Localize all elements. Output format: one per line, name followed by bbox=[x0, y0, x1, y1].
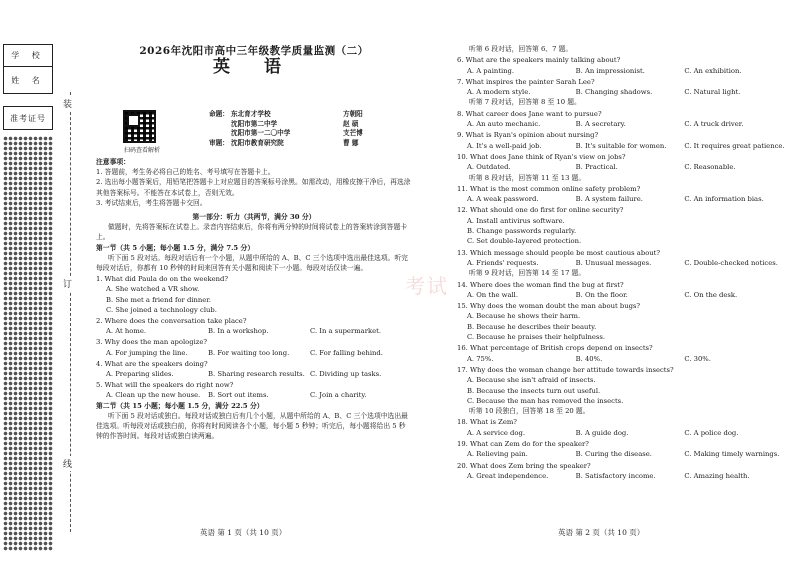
question-text: 19. What can Zem do for the speaker? bbox=[457, 439, 589, 448]
question-text: 3. Why does the man apologize? bbox=[96, 338, 207, 347]
question-item bbox=[457, 184, 793, 205]
answer-option[interactable]: B. In a workshop. bbox=[208, 327, 269, 336]
question-item bbox=[96, 380, 412, 400]
option-row bbox=[96, 348, 412, 358]
option-row bbox=[457, 141, 793, 151]
answer-option[interactable]: B. Satisfactory income. bbox=[575, 471, 656, 480]
option-row bbox=[96, 369, 412, 379]
section2-heading: 第二节（共 15 小题；每小题 1.5 分，满分 22.5 分） bbox=[96, 401, 264, 410]
question-text: 4. What are the speakers doing? bbox=[96, 359, 208, 368]
option-row bbox=[457, 290, 793, 300]
author-role: 审题： bbox=[209, 138, 229, 147]
question-item bbox=[457, 301, 793, 342]
left-column bbox=[96, 45, 412, 441]
question-text: 9. What is Ryan's opinion about nursing? bbox=[457, 131, 599, 140]
exam-id-box bbox=[3, 106, 53, 130]
question-text: 7. What inspires the painter Sarah Lee? bbox=[457, 77, 595, 86]
footer-left: 英语 第 1 页（共 10 页） bbox=[200, 528, 287, 537]
question-text: 12. What should one do first for online security? bbox=[457, 206, 624, 215]
option-row bbox=[457, 258, 793, 268]
answer-option[interactable]: B. Unusual messages. bbox=[575, 258, 652, 267]
answer-option[interactable]: C. Because he praises their helpfulness. bbox=[467, 333, 605, 342]
author-row bbox=[209, 129, 409, 139]
question-item bbox=[457, 205, 793, 246]
question-text: 11. What is the most common online safety problem? bbox=[457, 184, 641, 193]
author-name: 支芒博 bbox=[343, 129, 363, 138]
answer-option[interactable]: C. On the desk. bbox=[684, 290, 738, 299]
author-school: 沈阳市第二中学 bbox=[231, 119, 278, 128]
option-row bbox=[457, 471, 793, 481]
right-column bbox=[457, 44, 793, 481]
answer-option[interactable]: B. Changing shadows. bbox=[575, 88, 653, 97]
listening-instruction: 听第 9 段对话，回答第 14 至 17 题。 bbox=[469, 269, 586, 278]
listening-instruction: 听第 6 段对话，回答第 6、7 题。 bbox=[469, 45, 573, 53]
question-item bbox=[96, 274, 412, 315]
answer-option[interactable]: B. Sharing research results. bbox=[208, 370, 305, 379]
binding-pattern bbox=[3, 136, 53, 551]
answer-option[interactable]: C. Amazing health. bbox=[684, 471, 750, 480]
author-name: 赵 硕 bbox=[343, 119, 359, 128]
question-item bbox=[457, 417, 793, 438]
answer-option[interactable]: C. For falling behind. bbox=[310, 348, 383, 357]
question-text: 6. What are the speakers mainly talking about? bbox=[457, 56, 621, 65]
notes-item: 1. 答题前，考生务必将自己的姓名、考号填写在答题卡上。 bbox=[96, 168, 275, 177]
answer-option[interactable]: B. Change passwords regularly. bbox=[467, 227, 577, 236]
option-row bbox=[96, 390, 412, 400]
answer-option[interactable]: B. On the floor. bbox=[575, 290, 628, 299]
author-school: 沈阳市第一二〇中学 bbox=[231, 129, 291, 138]
option-row bbox=[457, 194, 793, 204]
question-text: 15. Why does the woman doubt the man about bugs? bbox=[457, 302, 641, 311]
question-text: 1. What did Paula do on the weekend? bbox=[96, 275, 228, 284]
author-school: 东北育才学校 bbox=[231, 110, 271, 118]
option-row bbox=[457, 119, 793, 129]
answer-option[interactable]: A. A painting. bbox=[467, 66, 515, 75]
author-row bbox=[209, 120, 409, 130]
answer-option[interactable]: B. 40%. bbox=[575, 354, 603, 363]
question-item bbox=[457, 109, 793, 130]
exam-title: 2026年沈阳市高中三年级教学质量监测（二） bbox=[139, 45, 369, 57]
author-name: 方朝阳 bbox=[343, 110, 363, 118]
listening-instruction: 听第 7 段对话，回答第 8 至 10 题。 bbox=[469, 98, 581, 107]
answer-option[interactable]: B. A secretary. bbox=[575, 120, 626, 129]
answer-option[interactable]: A. At home. bbox=[106, 327, 147, 336]
answer-option[interactable]: A. An auto mechanic. bbox=[467, 120, 541, 129]
option-row bbox=[457, 87, 793, 97]
question-text: 18. What is Zem? bbox=[457, 418, 517, 427]
question-item bbox=[457, 461, 793, 482]
author-role bbox=[209, 129, 231, 139]
section1-heading: 第一节（共 5 小题；每小题 1.5 分，满分 7.5 分） bbox=[96, 243, 255, 252]
answer-option[interactable]: C. Join a charity. bbox=[310, 391, 367, 400]
answer-option[interactable]: C. It requires great patience. bbox=[684, 141, 785, 150]
answer-option[interactable]: C. Because the man has removed the insects. bbox=[467, 396, 624, 405]
notes-item: 3. 考试结束后，考生将答题卡交回。 bbox=[96, 198, 207, 207]
answer-option[interactable]: B. Sort out items. bbox=[208, 391, 269, 400]
answer-option[interactable]: C. Making timely warnings. bbox=[684, 450, 780, 459]
answer-option[interactable]: A. Because he shows their harm. bbox=[467, 312, 581, 321]
answer-option[interactable]: A. Outdated. bbox=[467, 163, 511, 172]
student-info-box bbox=[3, 44, 53, 94]
answer-option[interactable]: A. Because she isn't afraid of insects. bbox=[467, 376, 596, 385]
notes-title: 注意事项： bbox=[96, 158, 130, 166]
name-field[interactable]: 姓 名 bbox=[11, 75, 45, 85]
answer-option[interactable]: A. She watched a VR show. bbox=[106, 285, 200, 294]
answer-option[interactable]: C. She joined a technology club. bbox=[106, 305, 217, 314]
option-row bbox=[457, 66, 793, 76]
subject-title: 英 语 bbox=[213, 57, 295, 78]
answer-option[interactable]: A. Clean up the new house. bbox=[106, 391, 201, 400]
qr-code-icon[interactable] bbox=[123, 110, 156, 143]
author-name: 曹 娜 bbox=[343, 138, 359, 147]
answer-option[interactable]: B. She met a friend for dinner. bbox=[106, 295, 211, 304]
answer-option[interactable]: A. A modern style. bbox=[467, 88, 531, 97]
exam-id-field[interactable]: 准考证号 bbox=[10, 113, 46, 123]
question-text: 8. What career does Jane want to pursue? bbox=[457, 109, 602, 118]
answer-option[interactable]: A. 75%. bbox=[467, 354, 494, 363]
answer-option[interactable]: A. Preparing slides. bbox=[106, 370, 174, 379]
listening-instruction: 听第 10 段独白，回答第 18 至 20 题。 bbox=[469, 407, 590, 416]
option-row bbox=[457, 162, 793, 172]
answer-option[interactable]: C. In a supermarket. bbox=[310, 327, 381, 336]
question-item bbox=[96, 337, 412, 357]
question-text: 13. Which message should people be most cautious about? bbox=[457, 248, 661, 257]
school-field[interactable]: 学 校 bbox=[4, 45, 52, 67]
answer-option[interactable]: A. Friends' requests. bbox=[467, 258, 539, 267]
answer-option[interactable]: A. A service dog. bbox=[467, 428, 526, 437]
qr-label: 扫码查看解析 bbox=[123, 147, 160, 154]
question-text: 14. Where does the woman find the bug at first? bbox=[457, 280, 624, 289]
option-row bbox=[457, 428, 793, 438]
answer-option[interactable]: B. Practical. bbox=[575, 163, 618, 172]
answer-option[interactable]: C. Natural light. bbox=[684, 88, 741, 97]
option-row bbox=[96, 326, 412, 336]
answer-option[interactable]: A. Install antivirus software. bbox=[467, 216, 565, 225]
answer-option[interactable]: C. Reasonable. bbox=[684, 163, 736, 172]
answer-option[interactable]: B. A system failure. bbox=[575, 195, 643, 204]
question-text: 16. What percentage of British crops depend on insects? bbox=[457, 344, 653, 353]
main-content bbox=[96, 157, 412, 441]
seal-char-zhuang: 装 bbox=[63, 96, 72, 111]
watermark: 考试 bbox=[405, 274, 449, 298]
answer-option[interactable]: A. Great independence. bbox=[467, 471, 549, 480]
answer-option[interactable]: C. A police dog. bbox=[684, 428, 739, 437]
answer-option[interactable]: A. On the wall. bbox=[467, 290, 519, 299]
question-item bbox=[457, 343, 793, 364]
listening-instruction: 听第 8 段对话，回答第 11 至 13 题。 bbox=[469, 173, 586, 182]
answer-option[interactable]: C. 30%. bbox=[684, 354, 711, 363]
question-item bbox=[457, 248, 793, 269]
question-text: 17. Why does the woman change her attitude towards insects? bbox=[457, 365, 674, 374]
answer-option[interactable]: C. An information bias. bbox=[684, 195, 764, 204]
answer-option[interactable]: B. Because the insects turn out useful. bbox=[467, 386, 601, 395]
author-row bbox=[209, 110, 409, 120]
answer-option[interactable]: A. For jumping the line. bbox=[106, 348, 188, 357]
author-school: 沈阳市教育研究院 bbox=[231, 138, 284, 147]
question-text: 20. What does Zem bring the speaker? bbox=[457, 461, 591, 470]
question-item bbox=[457, 55, 793, 76]
authors-block bbox=[209, 110, 409, 148]
question-item bbox=[457, 365, 793, 406]
answer-option[interactable]: C. Set double-layered protection. bbox=[467, 237, 582, 246]
answer-option[interactable]: C. Dividing up tasks. bbox=[310, 370, 382, 379]
option-row bbox=[457, 449, 793, 459]
question-list bbox=[96, 274, 412, 400]
question-text: 5. What will the speakers do right now? bbox=[96, 381, 234, 390]
answer-option[interactable]: A. A weak password. bbox=[467, 195, 539, 204]
part1-intro: 做题时，先将答案标在试卷上。录音内容结束后，你将有两分钟的时间将试卷上的答案转涂到答题卡上。 bbox=[96, 223, 408, 242]
answer-option[interactable]: B. For waiting too long. bbox=[208, 348, 290, 357]
author-row bbox=[209, 139, 409, 149]
answer-option[interactable]: C. Double-checked notices. bbox=[684, 258, 778, 267]
seal-char-xian: 线 bbox=[63, 456, 72, 471]
author-role: 命题： bbox=[209, 110, 229, 118]
answer-option[interactable]: C. An exhibition. bbox=[684, 66, 742, 75]
section2-intro: 听下面 5 段对话或独白。每段对话或独白后有几个小题，从题中所给的 A、B、C 三个选项中选出最佳选项。听每段对话或独白前，你将有时间阅读各个小题，每小题 5 秒钟；听完后，每小题将给出 5 秒钟的作答时间。每段对话或独白读两遍。 bbox=[96, 411, 408, 441]
question-item bbox=[457, 439, 793, 460]
seal-char-ding: 订 bbox=[63, 276, 72, 291]
question-item bbox=[96, 359, 412, 379]
question-text: 2. Where does the conversation take place? bbox=[96, 317, 247, 326]
section1-intro: 听下面 5 段对话。每段对话后有一个小题，从题中所给的 A、B、C 三个选项中选出最佳选项。听完每段对话后，你都有 10 秒钟的时间来回答有关小题和阅读下一小题。每段对话仅读一遍。 bbox=[96, 253, 408, 273]
answer-option[interactable]: B. It's suitable for women. bbox=[575, 141, 667, 150]
question-item bbox=[457, 152, 793, 173]
answer-option[interactable]: B. Because he describes their beauty. bbox=[467, 322, 597, 331]
question-item bbox=[457, 130, 793, 151]
author-role bbox=[209, 120, 231, 130]
answer-option[interactable]: B. Curing the disease. bbox=[575, 450, 652, 459]
footer-right: 英语 第 2 页（共 10 页） bbox=[558, 528, 645, 537]
question-item bbox=[457, 280, 793, 301]
notes-item: 2. 选出每小题答案后，用铅笔把答题卡上对应题目的答案标号涂黑。如需改动，用橡皮擦干净后，再选涂其他答案标号。不能答在本试卷上，否则无效。 bbox=[96, 178, 411, 197]
option-row bbox=[457, 354, 793, 364]
question-item bbox=[457, 77, 793, 98]
answer-option[interactable]: B. An impressionist. bbox=[575, 66, 645, 75]
answer-option[interactable]: B. A guide dog. bbox=[575, 428, 629, 437]
question-text: 10. What does Jane think of Ryan's view on jobs? bbox=[457, 152, 626, 161]
answer-option[interactable]: A. Relieving pain. bbox=[467, 450, 528, 459]
question-item bbox=[96, 316, 412, 336]
part1-heading: 第一部分：听力（共两节，满分 30 分） bbox=[192, 213, 316, 222]
answer-option[interactable]: A. It's a well-paid job. bbox=[467, 141, 542, 150]
answer-option[interactable]: C. A truck driver. bbox=[684, 120, 744, 129]
